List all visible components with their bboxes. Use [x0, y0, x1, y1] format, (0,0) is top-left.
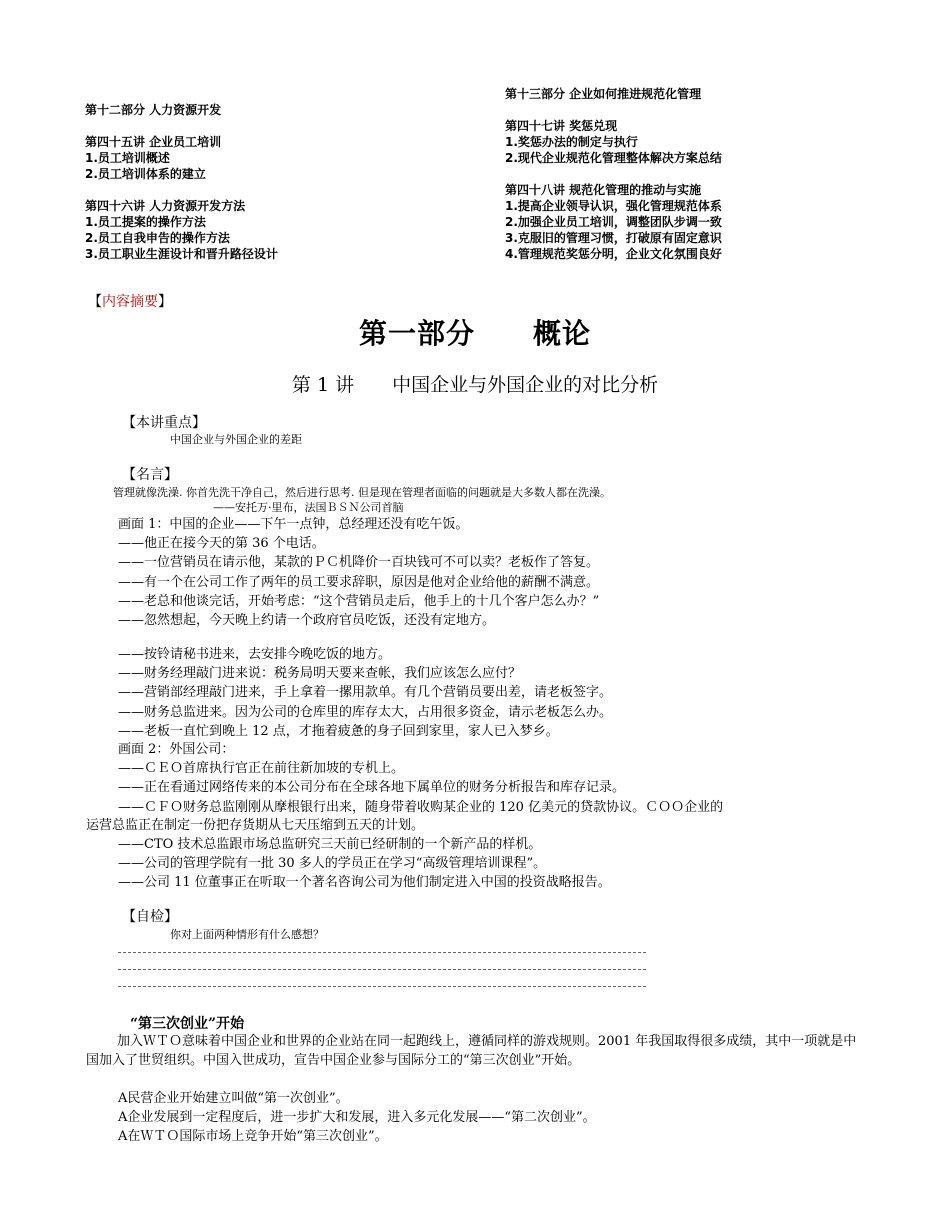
scene1-line: ——一位营销员在请示他，某款的ＰＣ机降价一百块钱可不可以卖？老板作了答复。 [118, 555, 600, 571]
third-venture-paragraph: 加入ＷＴＯ意味着中国企业和世界的企业站在同一起跑线上，遵循同样的游戏规则。2001 年我国取得很多成绩，其中一项就是中国加入了世贸组织。中国入世成功，宣告中国企业参与国际分工的“第三次创业”开始。 [86, 1034, 857, 1068]
venture-bullet: A企业发展到一定程度后，进一步扩大和发展，进入多元化发展——“第二次创业”。 [118, 1110, 596, 1126]
scene1-lines [118, 515, 599, 630]
scene1-line: ——忽然想起，今天晚上约请一个政府官员吃饭，还没有定地方。 [118, 613, 496, 629]
summary-text: 内容摘要 [102, 294, 158, 310]
lecture46-block [85, 198, 278, 262]
lecture48-item: 3.克服旧的管理习惯，打破原有固定意识 [505, 231, 722, 245]
scene2b-line: ——CTO 技术总监跟市场总监研究三天前已经研制的一个新产品的样机。 [118, 837, 542, 852]
self-check-heading: 【自检】 [122, 909, 178, 925]
quote-heading: 【名言】 [122, 467, 178, 483]
outline-right-column [505, 86, 722, 278]
scene1-line: ——有一个在公司工作了两年的员工要求辞职，原因是他对企业给他的薪酬不满意。 [118, 574, 600, 590]
venture-bullet: A在ＷＴＯ国际市场上竞争开始“第三次创业”。 [118, 1129, 388, 1145]
scene1b-line: ——按铃请秘书进来，去安排今晚吃饭的地方。 [118, 647, 392, 662]
scene1-line: ——老总和他谈完话，开始考虑：“这个营销员走后，他手上的十几个客户怎么办？” [118, 593, 600, 609]
answer-line [118, 969, 646, 970]
scene1b-line: ——财务总监进来。因为公司的仓库里的库存太大，占用很多资金，请示老板怎么办。 [118, 704, 613, 720]
bracket-close: 】 [158, 294, 172, 310]
lecture45-item: 2.员工培训体系的建立 [85, 167, 206, 181]
scene2-line: ——正在看通过网络传来的本公司分布在全球各地下属单位的财务分析报告和库存记录。 [118, 780, 626, 796]
lecture48-item: 2.加强企业员工培训，调整团队步调一致 [505, 215, 722, 229]
lecture47-item: 1.奖惩办法的制定与执行 [505, 135, 638, 149]
key-point-text: 中国企业与外国企业的差距 [170, 433, 302, 446]
scene2-line: 画面 2：外国公司： [118, 742, 235, 757]
lecture45-title: 第四十五讲 企业员工培训 [85, 135, 222, 149]
venture-bullet: A民营企业开始建立叫做“第一次创业”。 [118, 1091, 349, 1106]
self-check-question: 你对上面两种情形有什么感想？ [170, 928, 324, 941]
part-title: 第一部分 概论 [358, 317, 591, 350]
scene2-continuation [86, 816, 424, 835]
third-venture-bullets [118, 1089, 596, 1147]
key-point-heading: 【本讲重点】 [122, 415, 206, 431]
third-venture-heading: “第三次创业”开始 [130, 1016, 245, 1032]
content-summary-label [88, 291, 172, 311]
scene2-lines [118, 740, 723, 817]
lecture-title: 第 1 讲 中国企业与外国企业的对比分析 [291, 374, 659, 396]
lecture47-item: 2.现代企业规范化管理整体解决方案总结 [505, 151, 722, 165]
scene1b-lines [118, 645, 612, 741]
lecture46-title: 第四十六讲 人力资源开发方法 [85, 199, 246, 213]
scene1b-line: ——营销部经理敲门进来，手上拿着一摞用款单。有几个营销员要出差，请老板签字。 [118, 685, 613, 701]
quote-source: ——安托万·里布，法国ＢＳＮ公司首脑 [213, 501, 404, 514]
lecture46-item: 2.员工自我申告的操作方法 [85, 231, 230, 245]
scene1-line: ——他正在接今天的第 36 个电话。 [118, 536, 325, 552]
scene2-line: ——ＣＥＯ首席执行官正在前往新加坡的专机上。 [118, 761, 405, 777]
scene2b-line: ——公司的管理学院有一批 30 多人的学员正在学习“高级管理培训课程”。 [118, 856, 547, 872]
scene2b-lines [118, 835, 611, 893]
part13-title: 第十三部分 企业如何推进规范化管理 [505, 87, 702, 101]
lecture45-item: 1.员工培训概述 [85, 151, 170, 165]
scene1b-line: ——财务经理敲门进来说：税务局明天要来查帐，我们应该怎么应付？ [118, 666, 522, 682]
lecture45-block [85, 134, 278, 182]
lecture48-item: 4.管理规范奖惩分明，企业文化氛围良好 [505, 247, 722, 261]
quote-text: 管理就像洗澡. 你首先洗干净自己，然后进行思考. 但是现在管理者面临的问题就是大多数人都在洗澡。 [113, 486, 611, 499]
lecture46-item: 1.员工提案的操作方法 [85, 215, 206, 229]
lecture47-block [505, 118, 722, 166]
answer-line [118, 952, 646, 953]
answer-line [118, 986, 646, 987]
lecture48-title: 第四十八讲 规范化管理的推动与实施 [505, 183, 702, 197]
scene1-line: 画面 1：中国的企业——下午一点钟，总经理还没有吃午饭。 [118, 517, 469, 532]
outline-left-column [85, 102, 278, 278]
scene1b-line: ——老板一直忙到晚上 12 点，才拖着疲惫的身子回到家里，家人已入梦乡。 [118, 723, 559, 739]
scene2b-line: ——公司 11 位董事正在听取一个著名咨询公司为他们制定进入中国的投资战略报告。 [118, 875, 611, 891]
bracket-open: 【 [88, 294, 102, 310]
scene2-line: ——ＣＦＯ财务总监刚刚从摩根银行出来，随身带着收购某企业的 120 亿美元的贷款协议。ＣＯＯ企业的 [118, 799, 724, 815]
scene2-continuation-line: 运营总监正在制定一份把存货期从七天压缩到五天的计划。 [86, 818, 425, 833]
part12-title: 第十二部分 人力资源开发 [85, 103, 222, 117]
lecture48-block [505, 182, 722, 262]
part12-block [85, 102, 278, 118]
part13-block [505, 86, 722, 102]
lecture46-item: 3.员工职业生涯设计和晋升路径设计 [85, 247, 278, 261]
lecture47-title: 第四十七讲 奖惩兑现 [505, 119, 618, 133]
lecture48-item: 1.提高企业领导认识，强化管理规范体系 [505, 199, 722, 213]
